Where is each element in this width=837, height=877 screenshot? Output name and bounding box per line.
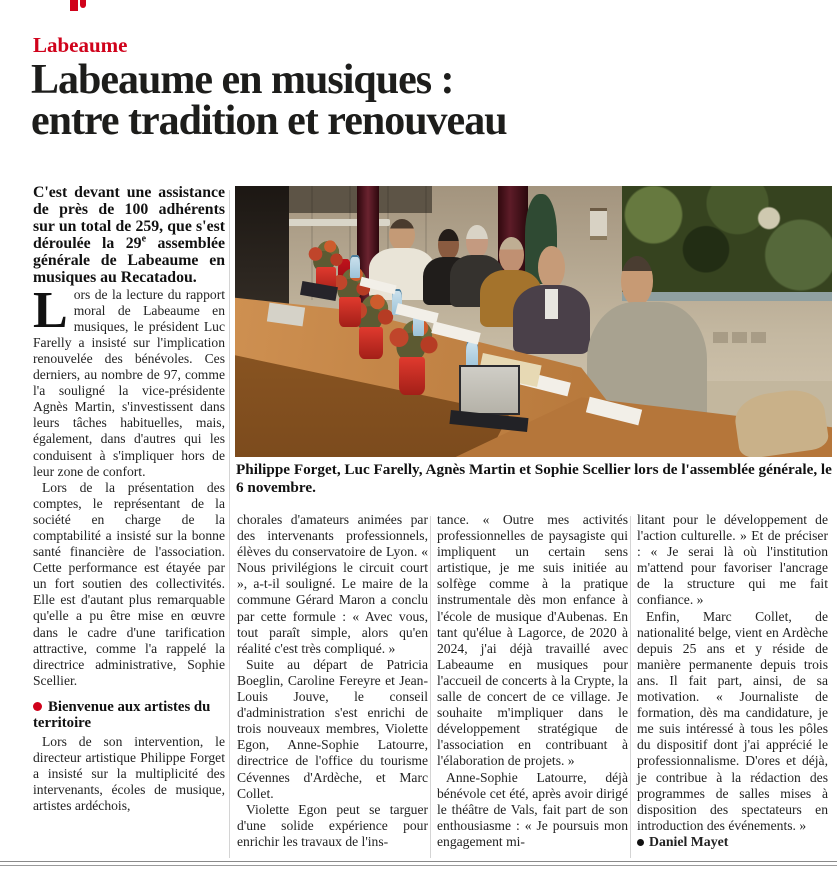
body-paragraph-7: tance. « Outre mes activités professionnelles de paysagiste qui impliquent un certain sens artistique, je me suis initiée au solfège comme à la pratique instrumentale dès mon enfance à l'école de musique d'Aubenas. En tant qu'élue à Lagorce, de 2020 à 2024, j'ai déjà travaillé avec Labeaume en musiques pour l'accueil de concerts à la Crypte, la salle de concert de ce village. Je souhaite m'impliquer dans le développement stratégique de l'association en contribuant à l'élaboration de projets. » — [437, 512, 628, 769]
headline-line-1: Labeaume en musiques : — [31, 57, 454, 103]
body-paragraph-10: Enfin, Marc Collet, de nationalité belge, vient en Ardèche depuis 25 ans et y réside de manière permanente depuis trois ans. Il fait part, ainsi, de sa motivation. « Journaliste de formation, dès ma candidature, je me suis intéressé à tous les pôles du dispositif dont j'ai apprécié le professionnalisme. D'ores et déjà, je contribue à la rédaction des programmes de salles mises à disposition des spectateurs en introduction des événements. » — [637, 608, 828, 833]
byline-author: Daniel Mayet — [649, 833, 729, 849]
text-column-2 — [237, 512, 428, 850]
body-paragraph-4: chorales d'amateurs animées par des intervenants professionnels, élèves du conservatoire de Lyon. « Nous privilégions le circuit court », a-t-il souligné. Le maire de la commune Gérard Maron a conclu par cette formule : « Avec vous, tout paraît simple, alors qu'en réalité c'est très compliqué. » — [237, 512, 428, 656]
photo-wall-poster — [590, 208, 607, 241]
photo-red-pot — [359, 327, 383, 360]
paragraph-text: ors de la lecture du rapport moral de Labeaume en musiques, le président Luc Farelly a insisté sur l'implication renouvelée des bénévoles. Ces derniers, au nombre de 97, comme l'a souligné la vice-présidente Agnès Martin, s'investissent dans leurs tâches habituelles, mais, également, dans d'autres qui les conduisent à s'impliquer hors de leur zone de confort. — [33, 286, 225, 479]
text-column-1 — [33, 184, 225, 814]
photo-person-dark-jacket — [513, 246, 591, 354]
column-rule — [630, 516, 631, 858]
article-photo — [235, 186, 832, 457]
bottom-rule — [0, 861, 837, 866]
sub-headline-text: Bienvenue aux artistes du territoire — [33, 698, 211, 732]
photo-person-shirt — [545, 289, 557, 319]
black-bullet-icon — [637, 839, 644, 846]
photo-person-head — [389, 219, 415, 252]
body-paragraph-5: Suite au départ de Patricia Boeglin, Caroline Fereyre et Jean-Louis Jouve, le conseil d'administration s'est enrichi de trois nouveaux membres, Violette Egon, Anne-Sophie Latourre, directrice de l'office du tourisme Cévennes d'Ardèche, et Marc Collet. — [237, 656, 428, 801]
photo-person-head — [538, 246, 564, 289]
article-headline — [31, 57, 507, 144]
body-paragraph-6: Violette Egon peut se targuer d'une solide expérience pour enrichir les travaux de l'ins- — [237, 801, 428, 849]
masthead-fragment-icon — [70, 0, 78, 11]
lead-superscript: e — [141, 234, 147, 246]
body-paragraph-1 — [33, 281, 225, 480]
text-column-3 — [437, 512, 628, 850]
column-rule — [229, 190, 230, 858]
red-bullet-icon — [33, 702, 42, 711]
sub-headline — [33, 699, 225, 732]
section-kicker: Labeaume — [33, 33, 128, 57]
text-column-4 — [637, 512, 828, 850]
body-paragraph-8: Anne-Sophie Latourre, déjà bénévole cet été, après avoir dirigé le théâtre de Vals, fait part de son enthousiasme : « Je poursuis mon engagement mi- — [437, 769, 628, 849]
photo-person-head — [621, 256, 653, 305]
photo-laptop-screen — [459, 365, 520, 415]
lead-text-end: assemblée générale de Labeaume en musiques au Recatadou. — [33, 235, 225, 287]
body-paragraph-2: Lors de la présentation des comptes, le représentant de la société en charge de la comptabilité a insisté sur la bonne santé financière de l'association. Cette performance est étayée par un fort soutien des collectivités. Elle est d'autant plus remarquable qu'elle a pu être mise en œuvre dans le cadre d'une tarification attractive, comme l'a rappelé la directrice administrative, Sophie Scellier. — [33, 479, 225, 688]
column-rule — [430, 516, 431, 858]
photo-red-pot — [399, 357, 425, 395]
body-paragraph-9: litant pour le développement de l'action culturelle. » Et de préciser : « Je serai là où l'institution m'attend pour favoriser l'ancrage de la structure qui me fait confiance. » — [637, 512, 828, 608]
byline — [637, 834, 828, 850]
lead-paragraph — [33, 184, 225, 287]
lead-text-start: C'est devant une assistance de près de 100 adhérents sur un total de 259, que s'est déroulée la 29 — [33, 184, 225, 253]
photo-caption: Philippe Forget, Luc Farelly, Agnès Martin et Sophie Scellier lors de l'assemblée générale, le 6 novembre. — [236, 461, 832, 496]
body-paragraph-3: Lors de son intervention, le directeur artistique Philippe Forget a insisté sur la multiplicité des intervenants, écoles de musique, artistes ardéchois, — [33, 733, 225, 814]
photo-red-pot — [339, 297, 360, 327]
photo-water-bottle — [350, 255, 360, 278]
headline-line-2: entre tradition et renouveau — [31, 98, 507, 144]
photo-wall-vents — [713, 332, 767, 343]
drop-cap: L — [33, 281, 68, 339]
